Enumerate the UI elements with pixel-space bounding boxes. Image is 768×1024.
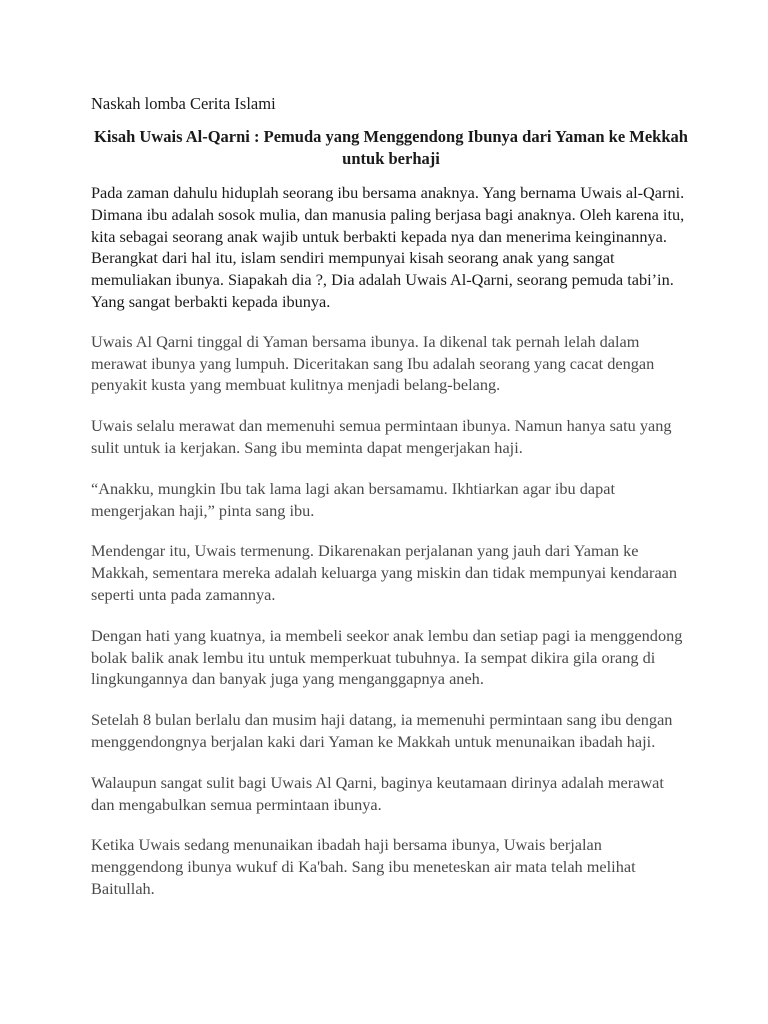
paragraph-2: Uwais Al Qarni tinggal di Yaman bersama ibunya. Ia dikenal tak pernah lelah dalam merawat ibunya yang lumpuh. Diceritakan sang Ibu adalah seorang yang cacat dengan penyakit kusta yang membuat kulitnya menjadi belang-belang. <box>91 331 655 395</box>
paragraph-7: Setelah 8 bulan berlalu dan musim haji datang, ia memenuhi permintaan sang ibu dengan menggendongnya berjalan kaki dari Yaman ke Makkah untuk menunaikan ibadah haji. <box>91 710 673 751</box>
paragraph-3: Uwais selalu merawat dan memenuhi semua permintaan ibunya. Namun hanya satu yang sulit untuk ia kerjakan. Sang ibu meminta dapat mengerjakan haji. <box>91 416 672 457</box>
document-label: Naskah lomba Cerita Islami <box>91 94 276 113</box>
paragraph-1: Pada zaman dahulu hiduplah seorang ibu bersama anaknya. Yang bernama Uwais al-Qarni. Dimana ibu adalah sosok mulia, dan manusia paling berjasa bagi anaknya. Oleh karena itu, kita sebagai seorang anak wajib untuk berbakti kepada nya dan menerima keinginannya. Berangkat dari hal itu, islam sendiri mempunyai kisah seorang anak yang sangat memuliakan ibunya. Siapakah dia ?, Dia adalah Uwais Al-Qarni, seorang pemuda tabi’in. Yang sangat berbakti kepada ibunya. <box>91 183 685 311</box>
paragraph-5: Mendengar itu, Uwais termenung. Dikarenakan perjalanan yang jauh dari Yaman ke Makkah, sementara mereka adalah keluarga yang miskin dan tidak mempunyai kendaraan seperti unta pada zamannya. <box>91 541 678 604</box>
document-page <box>91 92 691 919</box>
paragraph-9: Ketika Uwais sedang menunaikan ibadah haji bersama ibunya, Uwais berjalan menggendong ibunya wukuf di Ka'bah. Sang ibu meneteskan air mata telah melihat Baitullah. <box>91 835 636 898</box>
paragraph-8: Walaupun sangat sulit bagi Uwais Al Qarni, baginya keutamaan dirinya adalah merawat dan mengabulkan semua permintaan ibunya. <box>91 772 664 814</box>
paragraph-6: Dengan hati yang kuatnya, ia membeli seekor anak lembu dan setiap pagi ia menggendong bolak balik anak lembu itu untuk memperkuat tubuhnya. Ia sempat dikira gila orang di lingkungannya dan banyak juga yang menganggapnya aneh. <box>91 625 683 689</box>
story-title: Kisah Uwais Al-Qarni : Pemuda yang Menggendong Ibunya dari Yaman ke Mekkah untuk berhaji <box>94 127 688 168</box>
paragraph-4: “Anakku, mungkin Ibu tak lama lagi akan bersamamu. Ikhtiarkan agar ibu dapat mengerjakan haji,” pinta sang ibu. <box>91 478 615 520</box>
